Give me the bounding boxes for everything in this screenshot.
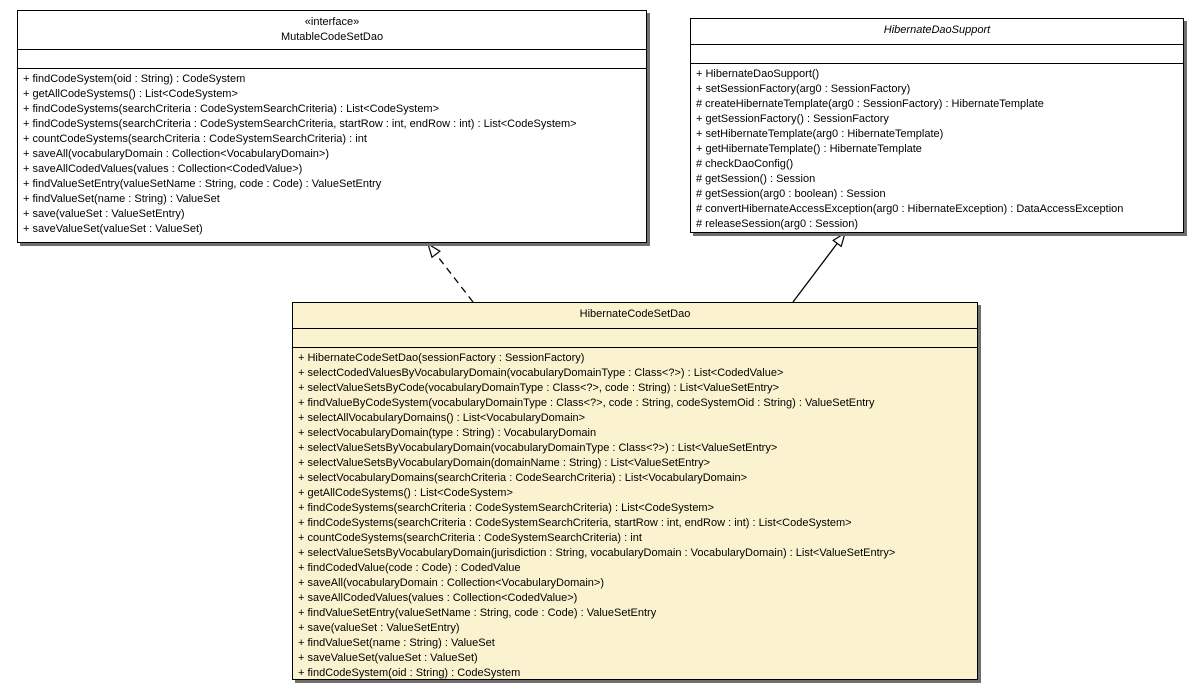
- method-signature: + setSessionFactory(arg0 : SessionFactory): [696, 83, 911, 95]
- method-signature: + selectVocabularyDomain(type : String) : VocabularyDomain: [298, 427, 597, 439]
- method-signature: + saveAll(vocabularyDomain : Collection<VocabularyDomain>): [298, 577, 605, 589]
- class-title: [18, 11, 646, 49]
- class-title: [293, 303, 977, 328]
- class-title: [691, 19, 1183, 44]
- method-signature: + save(valueSet : ValueSetEntry): [298, 622, 460, 634]
- method-signature: + selectValueSetsByVocabularyDomain(vocabularyDomainType : Class<?>) : List<ValueSetEntry>: [298, 442, 778, 454]
- attributes-compartment: [18, 49, 646, 68]
- class-box-hibernate-code-set-dao[interactable]: [292, 302, 978, 680]
- method-signature: + getHibernateTemplate() : HibernateTemplate: [696, 143, 922, 155]
- method-signature: + getSessionFactory() : SessionFactory: [696, 113, 889, 125]
- method-signature: + findValueSetEntry(valueSetName : String, code : Code) : ValueSetEntry: [23, 178, 382, 190]
- method-signature: + getAllCodeSystems() : List<CodeSystem>: [23, 88, 238, 100]
- method-signature: + selectAllVocabularyDomains() : List<VocabularyDomain>: [298, 412, 586, 424]
- method-signature: + getAllCodeSystems() : List<CodeSystem>: [298, 487, 513, 499]
- method-signature: + saveAllCodedValues(values : Collection<CodedValue>): [23, 163, 303, 175]
- method-signature: + findCodeSystems(searchCriteria : CodeSystemSearchCriteria) : List<CodeSystem>: [298, 502, 715, 514]
- method-signature: # getSession() : Session: [696, 173, 816, 185]
- method-signature: + findValueSet(name : String) : ValueSet: [23, 193, 220, 205]
- method-signature: + countCodeSystems(searchCriteria : CodeSystemSearchCriteria) : int: [23, 133, 367, 145]
- generalization-arrowhead-icon: [833, 233, 845, 246]
- attributes-compartment: [293, 328, 977, 347]
- method-signature: + saveAllCodedValues(values : Collection<CodedValue>): [298, 592, 578, 604]
- method-signature: + selectValueSetsByVocabularyDomain(jurisdiction : String, vocabularyDomain : VocabularyDomain) : List<ValueSetEntry>: [298, 547, 896, 559]
- generalization-edge: [793, 233, 845, 302]
- class-name: MutableCodeSetDao: [280, 31, 384, 43]
- class-name: HibernateCodeSetDao: [579, 308, 691, 320]
- method-signature: + saveAll(vocabularyDomain : Collection<VocabularyDomain>): [23, 148, 330, 160]
- class-name: HibernateDaoSupport: [883, 24, 991, 36]
- method-signature: + findValueByCodeSystem(vocabularyDomainType : Class<?>, code : String, codeSystemOid : String) : ValueSetEntry: [298, 397, 875, 409]
- method-signature: + saveValueSet(valueSet : ValueSet): [298, 652, 478, 664]
- method-signature: + findCodeSystem(oid : String) : CodeSystem: [298, 667, 521, 679]
- realization-arrowhead-icon: [428, 244, 440, 257]
- method-signature: + selectValueSetsByVocabularyDomain(domainName : String) : List<ValueSetEntry>: [298, 457, 710, 469]
- method-signature: + findCodedValue(code : Code) : CodedValue: [298, 562, 521, 574]
- method-signature: + countCodeSystems(searchCriteria : CodeSystemSearchCriteria) : int: [298, 532, 642, 544]
- class-box-hibernate-dao-support[interactable]: [690, 18, 1184, 233]
- methods-compartment: [18, 68, 646, 242]
- method-signature: # getSession(arg0 : boolean) : Session: [696, 188, 886, 200]
- method-signature: # releaseSession(arg0 : Session): [696, 218, 859, 230]
- methods-compartment: [691, 63, 1183, 232]
- method-signature: # createHibernateTemplate(arg0 : SessionFactory) : HibernateTemplate: [696, 98, 1044, 110]
- method-signature: + saveValueSet(valueSet : ValueSet): [23, 223, 203, 235]
- stereotype-label: «interface»: [304, 16, 360, 28]
- methods-compartment: [293, 347, 977, 679]
- method-signature: + setHibernateTemplate(arg0 : HibernateTemplate): [696, 128, 944, 140]
- method-signature: + selectValueSetsByCode(vocabularyDomainType : Class<?>, code : String) : List<ValueSetEntry>: [298, 382, 780, 394]
- method-signature: # checkDaoConfig(): [696, 158, 794, 170]
- method-signature: + save(valueSet : ValueSetEntry): [23, 208, 185, 220]
- method-signature: + findCodeSystems(searchCriteria : CodeSystemSearchCriteria) : List<CodeSystem>: [23, 103, 440, 115]
- method-signature: + HibernateDaoSupport(): [696, 68, 820, 80]
- realization-edge: [428, 244, 473, 302]
- method-signature: + findCodeSystem(oid : String) : CodeSystem: [23, 73, 246, 85]
- method-signature: + HibernateCodeSetDao(sessionFactory : SessionFactory): [298, 352, 585, 364]
- realization-line: [436, 254, 473, 302]
- method-signature: + findCodeSystems(searchCriteria : CodeSystemSearchCriteria, startRow : int, endRow : int) : List<CodeSystem>: [23, 118, 577, 130]
- method-signature: + findValueSetEntry(valueSetName : String, code : Code) : ValueSetEntry: [298, 607, 657, 619]
- attributes-compartment: [691, 44, 1183, 63]
- generalization-line: [793, 243, 837, 302]
- method-signature: + selectCodedValuesByVocabularyDomain(vocabularyDomainType : Class<?>) : List<CodedValue>: [298, 367, 784, 379]
- method-signature: + findCodeSystems(searchCriteria : CodeSystemSearchCriteria, startRow : int, endRow : int) : List<CodeSystem>: [298, 517, 852, 529]
- method-signature: + selectVocabularyDomains(searchCriteria : CodeSearchCriteria) : List<VocabularyDomain>: [298, 472, 748, 484]
- class-box-mutable-code-set-dao[interactable]: [17, 10, 647, 243]
- method-signature: + findValueSet(name : String) : ValueSet: [298, 637, 495, 649]
- method-signature: # convertHibernateAccessException(arg0 : HibernateException) : DataAccessException: [696, 203, 1124, 215]
